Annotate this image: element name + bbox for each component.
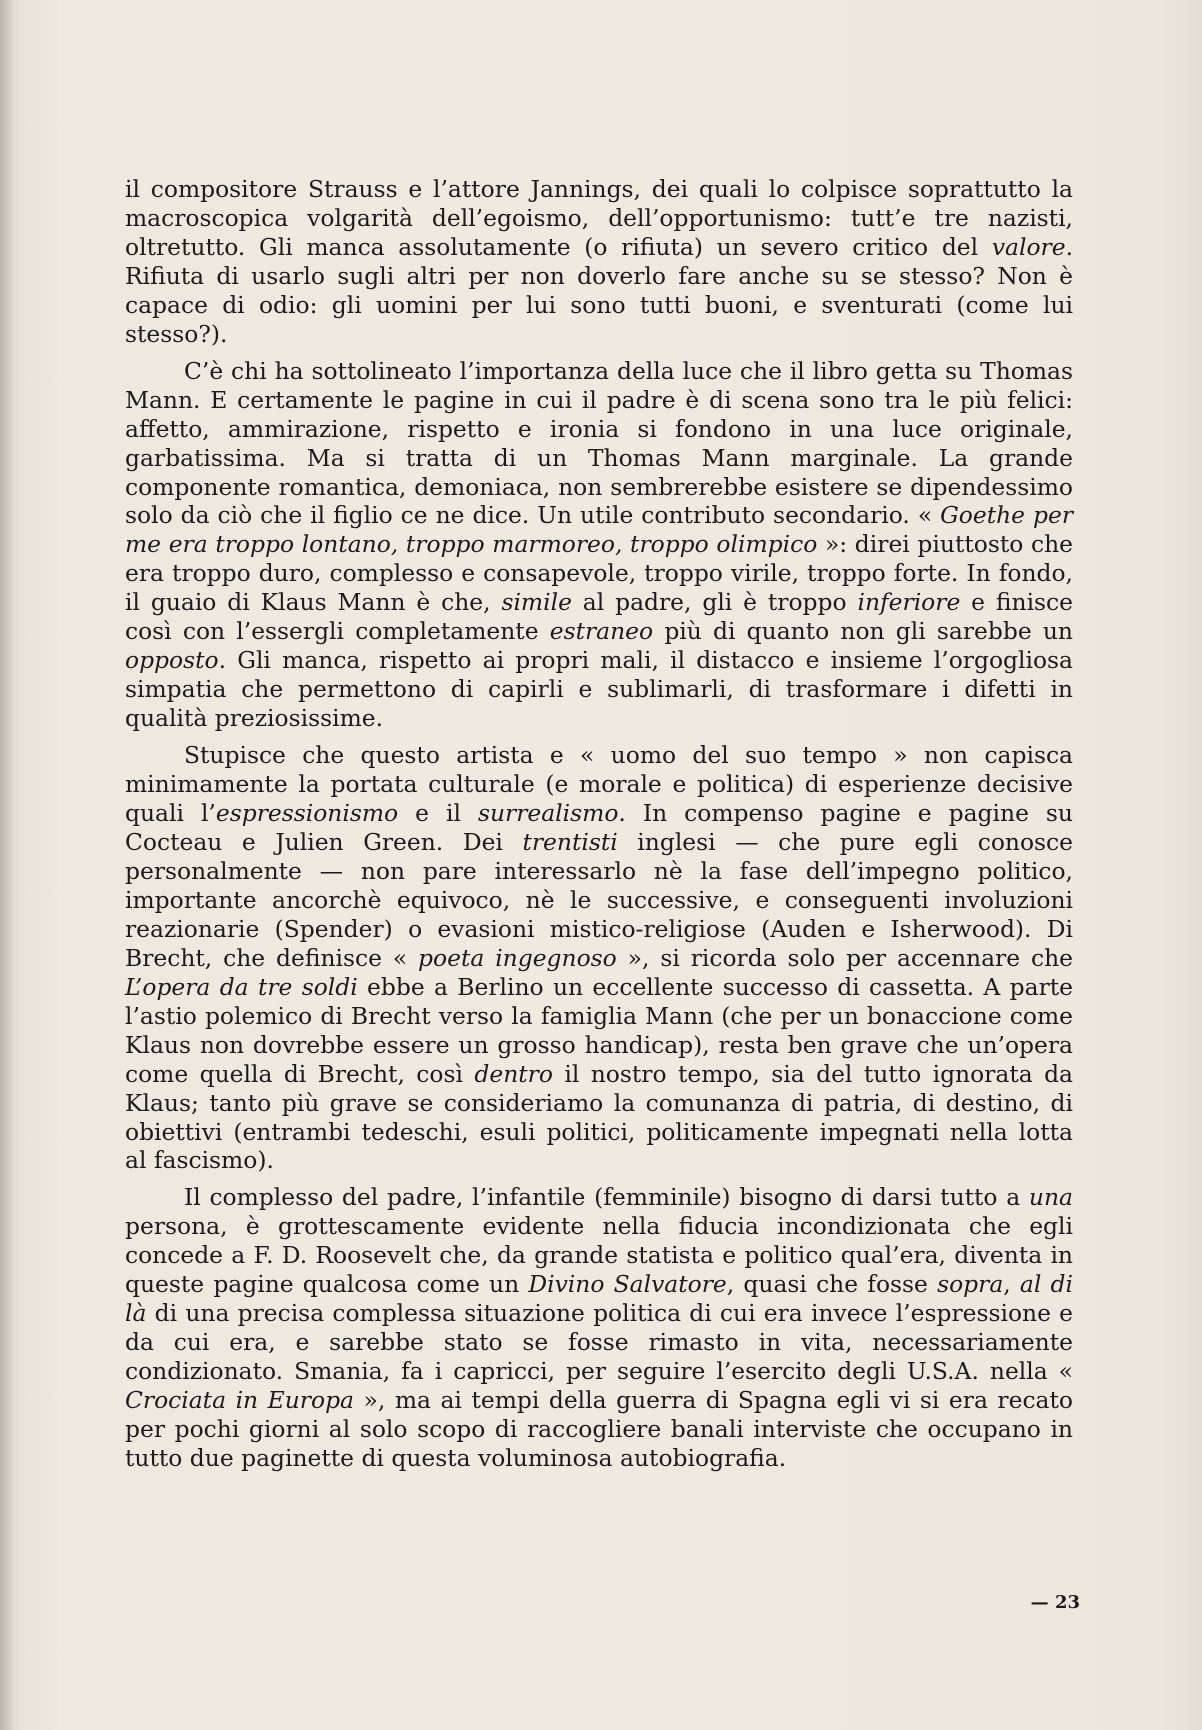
italic-text: una: [1028, 1183, 1073, 1212]
paragraph: [125, 1183, 1073, 1473]
italic-text: dentro: [474, 1059, 553, 1088]
italic-text: inferiore: [857, 588, 961, 617]
text-run: . Rifiuta di usarlo sugli altri per non doverlo fare anche su se stesso? Non è capace di odio: gli uomini per lui sono tutti buoni, e sventurati (come lui stesso?).: [125, 232, 1073, 348]
text-run: il nostro tempo, sia del tutto ignorata da Klaus; tanto più grave se consideriamo la comunanza di patria, di destino, di obiettivi (entrambi tedeschi, esuli politici, politicamente impegnati nella lotta al fascismo).: [125, 1059, 1073, 1175]
text-run: persona, è grottescamente evidente nella fiducia incondizionata che egli concede a F. D. Roosevelt che, da grande statista e politico qual’era, diventa in queste pagine qualcosa come un: [125, 1212, 1073, 1299]
text-run: ebbe a Berlino un eccellente successo di cassetta. A parte l’astio polemico di Brecht verso la famiglia Mann (che per un bonaccione come Klaus non dovrebbe essere un grosso handicap), resta ben grave che un’opera come quella di Brecht, così: [125, 972, 1073, 1088]
italic-text: estraneo: [549, 617, 654, 646]
paragraph: [125, 175, 1073, 349]
italic-text: opposto: [125, 646, 219, 675]
italic-text: simile: [501, 588, 572, 617]
italic-text: surrealismo: [477, 799, 619, 828]
italic-text: Crociata in Europa: [125, 1386, 354, 1415]
text-run: il compositore Strauss e l’attore Jannings, dei quali lo colpisce soprattutto la macroscopica volgarità dell’egoismo, dell’opportunismo: tutt’e tre nazisti, oltretutto. Gli manca assolutamente (o rifiuta) un severo critico del: [125, 175, 1073, 261]
paragraph: [125, 741, 1073, 1175]
text-run: »: direi piuttosto che era troppo duro, complesso e consapevole, troppo virile, troppo forte. In fondo, il guaio di Klaus Mann è che,: [125, 530, 1073, 617]
italic-text: sopra: [937, 1270, 1004, 1299]
page-number: — 23: [1030, 1592, 1080, 1613]
text-run: . In compenso pagine e pagine su Cocteau e Julien Green. Dei: [125, 799, 1073, 856]
italic-text: L’opera da tre soldi: [125, 972, 358, 1001]
text-run: . Gli manca, rispetto ai propri mali, il distacco e insieme l’orgogliosa simpatia che permettono di capirli e sublimarli, di trasformare i difetti in qualità preziosissime.: [125, 646, 1073, 733]
text-run: », ma ai tempi della guerra di Spagna egli vi si era recato per pochi giorni al solo scopo di raccogliere banali interviste che occupano in tutto due paginette di questa voluminosa autobiografia.: [125, 1386, 1073, 1472]
italic-text: Divino Salvatore: [528, 1270, 727, 1299]
italic-text: Goethe per me era troppo lontano, troppo marmoreo, troppo olimpico: [125, 501, 1073, 559]
text-run: di una precisa complessa situazione politica di cui era invece l’espressione e da cui era, e sarebbe stato se fosse rimasto in vita, necessariamente condizionato. Smania, fa i capricci, per seguire l’esercito degli U.S.A. nella «: [125, 1299, 1073, 1386]
body-text: [125, 175, 1073, 1481]
italic-text: valore: [991, 232, 1066, 261]
italic-text: al di là: [125, 1270, 1073, 1328]
text-run: ,: [1003, 1270, 1020, 1299]
text-run: Il complesso del padre, l’infantile (femminile) bisogno di darsi tutto a: [184, 1183, 1029, 1212]
text-run: al padre, gli è troppo: [571, 588, 858, 617]
paragraph: [125, 357, 1073, 733]
text-run: , quasi che fosse: [726, 1270, 938, 1299]
text-run: », si ricorda solo per accennare che: [616, 943, 1073, 972]
italic-text: trentisti: [522, 827, 618, 856]
text-run: Stupisce che questo artista e « uomo del suo tempo » non capisca minimamente la portata culturale (e morale e politica) di esperienze decisive quali l’: [125, 741, 1073, 828]
text-run: e il: [398, 799, 478, 828]
page-binding-shadow: [0, 0, 14, 1730]
italic-text: poeta ingegnoso: [418, 943, 617, 972]
text-run: C’è chi ha sottolineato l’importanza della luce che il libro getta su Thomas Mann. E certamente le pagine in cui il padre è di scena sono tra le più felici: affetto, ammirazione, rispetto e ironia si fondono in una luce originale, garbatissima. Ma si tratta di un Thomas Mann marginale. La grande componente romantica, demoniaca, non sembrerebbe esistere se dipendessimo solo da ciò che il figlio ce ne dice. Un utile contributo secondario. «: [125, 356, 1073, 530]
text-run: più di quanto non gli sarebbe un: [653, 617, 1074, 646]
italic-text: espressionismo: [215, 799, 399, 828]
text-run: inglesi — che pure egli conosce personalmente — non pare interessarlo nè la fase dell’impegno politico, importante ancorchè equivoco, nè le successive, e conseguenti involuzioni reazionarie (Spender) o evasioni mistico-religiose (Auden e Isherwood). Di Brecht, che definisce «: [125, 827, 1073, 972]
text-run: e finisce così con l’essergli completamente: [125, 588, 1073, 646]
